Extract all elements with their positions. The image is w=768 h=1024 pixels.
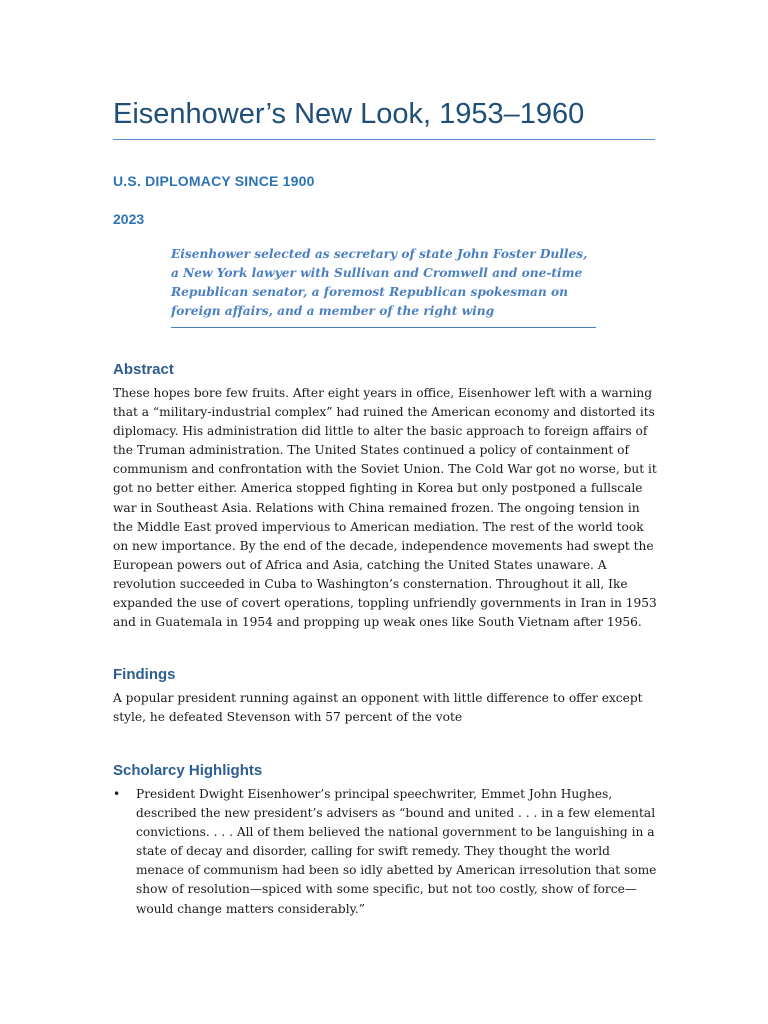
- publication-year: 2023: [113, 211, 145, 227]
- highlight-text: President Dwight Eisenhower’s principal speechwriter, Emmet John Hughes, described the new president’s advisers as “bound and united . . . in a few elemental convictions. . . . All of them believed the national government to be languishing in a state of decay and disorder, calling for swift remedy. They thought the world menace of communism had been so idly abetted by American irresolution that some show of resolution—spiced with some specific, but not too costly, show of force—would change matters considerably.”: [136, 787, 657, 916]
- title-divider: [113, 139, 655, 140]
- highlights-list: [113, 785, 659, 919]
- findings-heading: Findings: [113, 666, 176, 683]
- page-title: Eisenhower’s New Look, 1953–1960: [113, 98, 585, 130]
- findings-text: A popular president running against an opponent with little difference to offer except style, he defeated Stevenson with 57 percent of the vote: [113, 691, 643, 725]
- key-quote: Eisenhower selected as secretary of state John Foster Dulles, a New York lawyer with Sullivan and Cromwell and one-time Republican senator, a foremost Republican spokesman on foreign affairs, and a member of the right wing: [171, 245, 596, 328]
- highlights-heading: Scholarcy Highlights: [113, 762, 263, 779]
- bullet-icon: •: [113, 787, 121, 801]
- list-item: [113, 785, 659, 919]
- abstract-text: These hopes bore few fruits. After eight years in office, Eisenhower left with a warning that a “military-industrial complex” had ruined the American economy and distorted its diplomacy. His administration did little to alter the basic approach to foreign affairs of the Truman administration. The United States continued a policy of containment of communism and confrontation with the Soviet Union. The Cold War got no worse, but it got no better either. America stopped fighting in Korea but only postponed a fullscale war in Southeast Asia. Relations with China remained frozen. The ongoing tension in the Middle East proved impervious to American mediation. The rest of the world took on new importance. By the end of the decade, independence movements had swept the European powers out of Africa and Asia, catching the United States unaware. A revolution succeeded in Cuba to Washington’s consternation. Throughout it all, Ike expanded the use of covert operations, toppling unfriendly governments in Iran in 1953 and in Guatemala in 1954 and propping up weak ones like South Vietnam after 1956.: [113, 386, 657, 630]
- document-subtitle: U.S. DIPLOMACY SINCE 1900: [113, 173, 315, 189]
- abstract-heading: Abstract: [113, 361, 174, 378]
